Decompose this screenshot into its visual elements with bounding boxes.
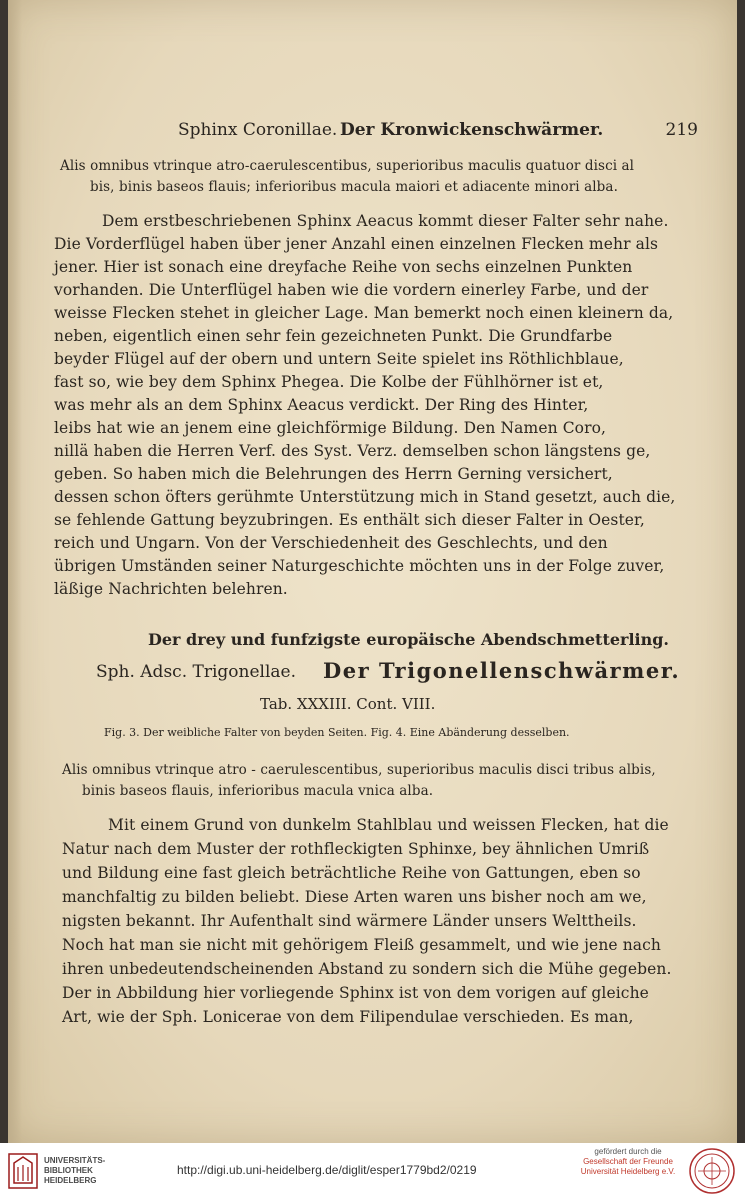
text-line: dessen schon öfters gerühmte Unterstützung mich in Stand gesetzt, auch die,: [54, 488, 676, 506]
text-line: neben, eigentlich einen sehr fein gezeichneten Punkt. Die Grundfarbe: [54, 327, 613, 345]
text-line: was mehr als an dem Sphinx Aeacus verdickt. Der Ring des Hinter,: [54, 396, 589, 414]
text-line: jener. Hier ist sonach eine dreyfache Reihe von sechs einzelnen Punkten: [54, 258, 633, 276]
logo-line: HEIDELBERG: [44, 1176, 97, 1185]
text-line: se fehlende Gattung beyzubringen. Es enthält sich dieser Falter in Oester,: [54, 511, 645, 529]
figure-caption: Fig. 3. Der weibliche Falter von beyden Seiten. Fig. 4. Eine Abänderung desselben.: [104, 726, 570, 739]
text-line: läßige Nachrichten belehren.: [54, 580, 288, 598]
permalink-url[interactable]: http://digi.ub.uni-heidelberg.de/diglit/esper1779bd2/0219: [177, 1163, 477, 1177]
page-number: 219: [665, 120, 698, 140]
sponsor-note[interactable]: [568, 1147, 688, 1177]
text-line: manchfaltig zu bilden beliebt. Diese Arten waren uns bisher noch am we,: [62, 888, 647, 906]
text-line: und Bildung eine fast gleich beträchtliche Reihe von Gattungen, eben so: [62, 864, 641, 882]
species-german-name: Der Trigonellenschwärmer.: [323, 658, 681, 683]
sponsor-name-line: Universität Heidelberg e.V.: [580, 1167, 676, 1176]
logo-line: UNIVERSITÄTS-: [44, 1156, 106, 1165]
book-page: [8, 0, 737, 1143]
text-line: geben. So haben mich die Belehrungen des Herrn Gerning versichert,: [54, 465, 613, 483]
text-line: weisse Flecken stehet in gleicher Lage. Man bemerkt noch einen kleinern da,: [54, 304, 674, 322]
text-line: Art, wie der Sph. Lonicerae von dem Filipendulae verschieden. Es man,: [62, 1008, 634, 1026]
text-line: Der in Abbildung hier vorliegende Sphinx ist von dem vorigen auf gleiche: [62, 984, 649, 1002]
text-line: beyder Flügel auf der obern und untern Seite spielet ins Röthlichblaue,: [54, 350, 624, 368]
library-logo[interactable]: [8, 1153, 168, 1193]
library-logo-text: [44, 1156, 105, 1186]
text-line: reich und Ungarn. Von der Verschiedenheit des Geschlechts, und den: [54, 534, 608, 552]
text-line: nigsten bekannt. Ihr Aufenthalt sind wärmere Länder unsers Welttheils.: [62, 912, 637, 930]
text-line: Natur nach dem Muster der rothfleckigten Sphinxe, bey ähnlichen Umriß: [62, 840, 650, 858]
text-line: vorhanden. Die Unterflügel haben wie die vordern einerley Farbe, und der: [54, 281, 649, 299]
text-line: nillä haben die Herren Verf. des Syst. Verz. demselben schon längstens ge,: [54, 442, 651, 460]
species-latin-name: Sph. Adsc. Trigonellae.: [96, 662, 296, 682]
viewer-footer: [0, 1143, 745, 1198]
text-line: fast so, wie bey dem Sphinx Phegea. Die Kolbe der Fühlhörner ist et,: [54, 373, 604, 391]
text-line: ihren unbedeutendscheinenden Abstand zu sondern sich die Mühe gegeben.: [62, 960, 672, 978]
text-line: übrigen Umständen seiner Naturgeschichte möchten uns in der Folge zuver,: [54, 557, 665, 575]
latin-diagnosis-line: bis, binis baseos flauis; inferioribus macula maiori et adiacente minori alba.: [90, 179, 618, 195]
latin-diagnosis-line: binis baseos flauis, inferioribus macula vnica alba.: [82, 783, 434, 799]
university-library-logo-icon: [8, 1153, 38, 1189]
running-header: [178, 120, 698, 148]
logo-line: BIBLIOTHEK: [44, 1166, 93, 1175]
university-seal-icon: [688, 1147, 736, 1195]
text-line: Noch hat man sie nicht mit gehörigem Fleiß gesammelt, und wie jene nach: [62, 936, 661, 954]
sponsor-intro: gefördert durch die: [594, 1147, 662, 1156]
latin-diagnosis-line: Alis omnibus vtrinque atro - caerulescentibus, superioribus maculis disci tribus albis,: [62, 762, 656, 778]
sponsor-name-line: Gesellschaft der Freunde: [583, 1157, 673, 1166]
text-line: Mit einem Grund von dunkelm Stahlblau und weissen Flecken, hat die: [108, 816, 669, 834]
text-line: Dem erstbeschriebenen Sphinx Aeacus kommt dieser Falter sehr nahe.: [102, 212, 669, 230]
header-german-title: Der Kronwickenschwärmer.: [340, 120, 604, 140]
latin-diagnosis-line: Alis omnibus vtrinque atro-caerulescentibus, superioribus maculis quatuor disci al: [60, 158, 635, 174]
text-line: leibs hat wie an jenem eine gleichförmige Bildung. Den Namen Coro,: [54, 419, 607, 437]
text-line: Die Vorderflügel haben über jener Anzahl einen einzelnen Flecken mehr als: [54, 235, 659, 253]
plate-reference: Tab. XXXIII. Cont. VIII.: [260, 695, 436, 713]
page-spine-shadow: [8, 0, 22, 1143]
header-latin-title: Sphinx Coronillae.: [178, 120, 338, 140]
section-heading: Der drey und funfzigste europäische Abendschmetterling.: [148, 630, 669, 649]
